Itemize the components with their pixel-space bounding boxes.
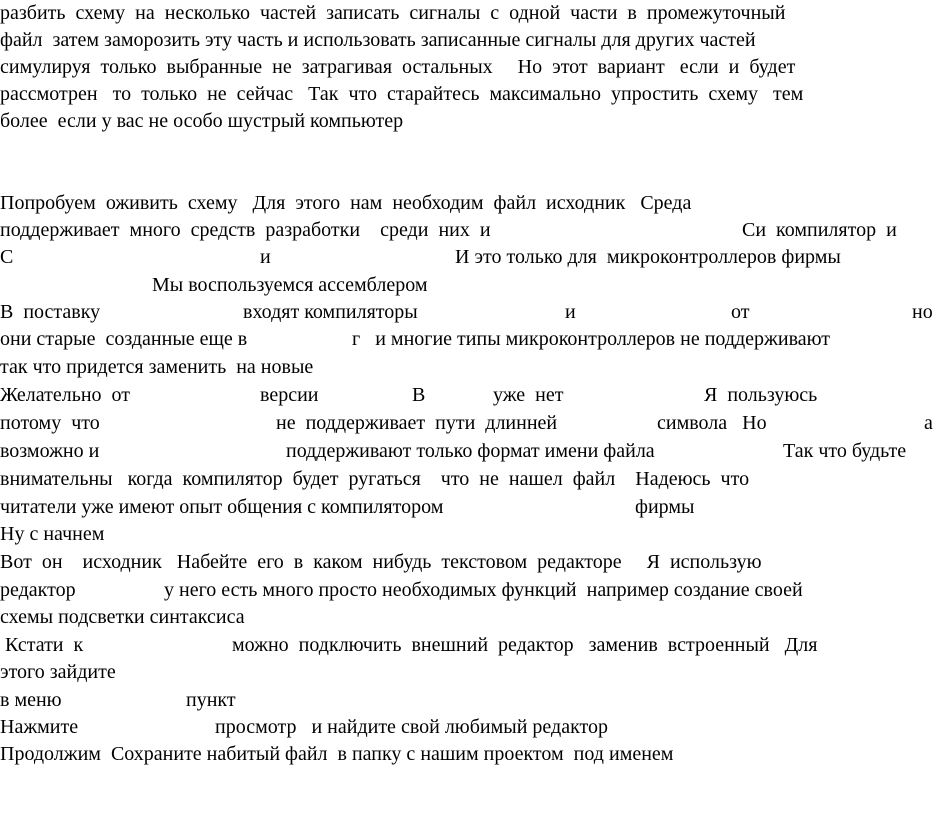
text-segment: а: [924, 412, 933, 434]
text-segment: поддерживают только формат имени файла: [286, 440, 655, 462]
text-line: [0, 382, 818, 409]
text-segment: Вот он исходник Набейте его в каком нибудь текстовом редакторе Я использую: [0, 551, 762, 573]
text-segment: Продолжим Сохраните набитый файл в папку с нашим проектом под именем: [0, 743, 674, 765]
text-segment: г и многие типы микроконтроллеров не поддерживают: [352, 328, 831, 350]
text-segment: читатели уже имеют опыт общения с компилятором: [0, 496, 444, 518]
text-segment: разбить схему на несколько частей записать сигналы с одной части в промежуточный: [0, 2, 786, 24]
text-segment: И это только для микроконтроллеров фирмы: [455, 246, 841, 268]
text-segment: входят компиляторы: [243, 301, 418, 323]
text-segment: просмотр и найдите свой любимый редактор: [215, 716, 609, 738]
text-segment: Так что будьте: [783, 440, 907, 462]
text-line: [0, 244, 841, 271]
text-segment: и: [260, 246, 271, 268]
text-segment: Кстати к: [0, 634, 84, 656]
text-segment: Мы воспользуемся ассемблером: [152, 274, 428, 296]
text-segment: редактор: [0, 579, 76, 601]
text-segment: Попробуем оживить схему Для этого нам необходим файл исходник Среда: [0, 192, 692, 214]
text-segment: С: [0, 246, 14, 268]
text-segment: схемы подсветки синтаксиса: [0, 606, 245, 628]
text-segment: и: [565, 301, 576, 323]
text-line: [0, 217, 897, 244]
text-segment: возможно и: [0, 440, 100, 462]
text-line: [0, 632, 818, 659]
text-segment: фирмы: [635, 496, 695, 518]
text-segment: не поддерживает пути длинней: [276, 412, 558, 434]
text-segment: но: [912, 301, 933, 323]
text-segment: внимательны когда компилятор будет ругаться что не нашел файл Надеюсь что: [0, 468, 750, 490]
text-segment: симулируя только выбранные не затрагивая остальных Но этот вариант если и будет: [0, 56, 796, 78]
text-line: [0, 326, 831, 353]
text-segment: Си компилятор и: [742, 219, 897, 241]
text-segment: В поставку: [0, 301, 101, 323]
text-segment: в меню: [0, 689, 62, 711]
text-line: [0, 438, 907, 465]
text-segment: символа Но: [657, 412, 767, 434]
text-line: [0, 494, 695, 521]
text-segment: можно подключить внешний редактор заменив встроенный Для: [232, 634, 818, 656]
text-segment: от: [731, 301, 750, 323]
text-segment: потому что: [0, 412, 100, 434]
text-segment: Желательно от: [0, 384, 131, 406]
text-segment: более если у вас не особо шустрый компьютер: [0, 110, 404, 132]
text-segment: Ну с начнем: [0, 523, 105, 545]
text-segment: пункт: [186, 689, 236, 711]
text-line: [0, 299, 933, 326]
text-segment: Я пользуюсь: [704, 384, 818, 406]
text-segment: В: [412, 384, 426, 406]
text-segment: у него есть много просто необходимых функций например создание своей: [164, 579, 803, 601]
text-segment: этого зайдите: [0, 661, 116, 683]
text-segment: версии: [260, 384, 319, 406]
text-line: [0, 714, 609, 741]
text-segment: рассмотрен то только не сейчас Так что старайтесь максимально упростить схему тем: [0, 83, 804, 105]
text-line: [0, 577, 803, 604]
text-segment: так что придется заменить на новые: [0, 356, 314, 378]
text-segment: поддерживает много средств разработки среди них и: [0, 219, 491, 241]
text-segment: они старые созданные еще в: [0, 328, 248, 350]
text-line: [0, 687, 236, 714]
text-segment: Нажмите: [0, 716, 79, 738]
text-segment: файл затем заморозить эту часть и использовать записанные сигналы для других частей: [0, 29, 756, 51]
text-line: [0, 410, 933, 437]
text-segment: уже нет: [493, 384, 564, 406]
